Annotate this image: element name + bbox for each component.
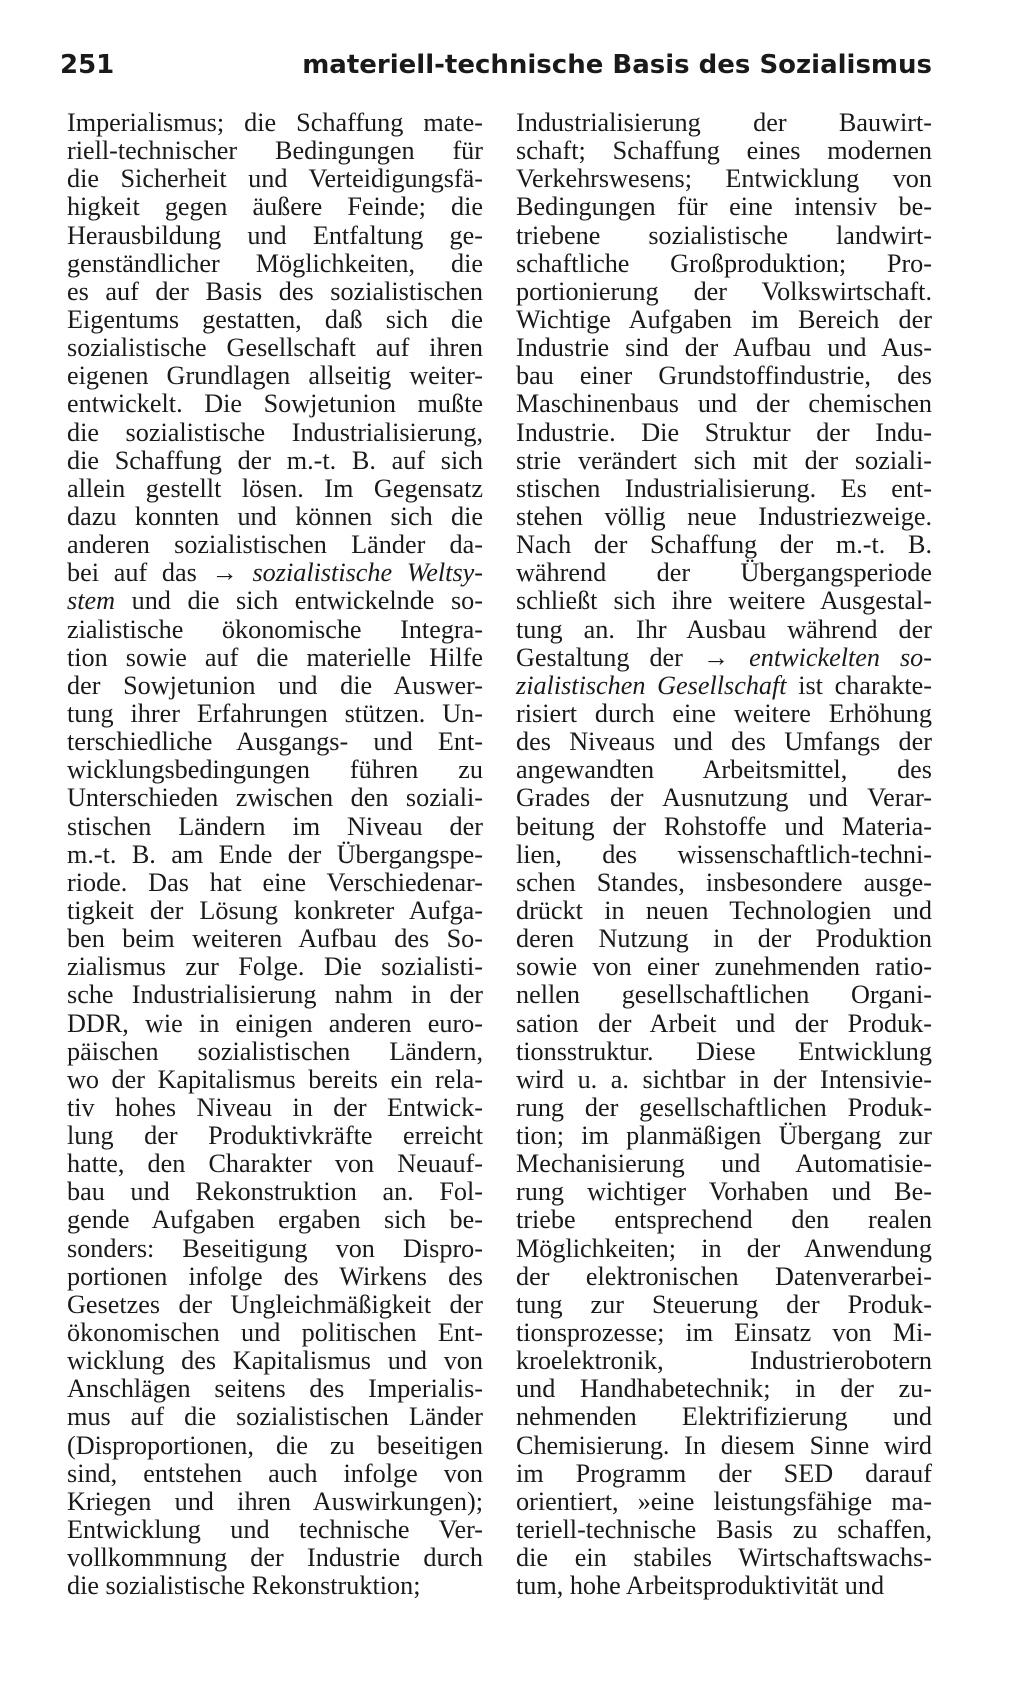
- text-line: triebe entsprechend den realen: [516, 1205, 932, 1235]
- text-line: päischen sozialistischen Ländern,: [67, 1036, 483, 1066]
- text-line: des Niveaus und des Umfangs der: [516, 727, 932, 757]
- text-line: Anschlägen seitens des Imperialis-: [67, 1374, 483, 1404]
- text-line: tigkeit der Lösung konkreter Aufga-: [67, 895, 483, 925]
- text-fragment: bei auf das →: [67, 558, 253, 588]
- text-line: im Programm der SED darauf: [516, 1458, 932, 1488]
- cross-reference: zialistischen Gesellschaft: [516, 670, 787, 700]
- text-line: bau und Rekonstruktion an. Fol-: [67, 1177, 483, 1207]
- text-line: portionen infolge des Wirkens des: [67, 1261, 483, 1291]
- text-line: Wichtige Aufgaben im Bereich der: [516, 304, 932, 334]
- cross-reference: sozialistische Weltsy-: [252, 558, 483, 588]
- text-line: hatte, den Charakter von Neuauf-: [67, 1149, 483, 1179]
- text-line: stischen Industrialisierung. Es ent-: [516, 473, 932, 503]
- text-line: [67, 587, 483, 615]
- text-line: Unterschieden zwischen den soziali-: [67, 783, 483, 813]
- text-fragment: Gestaltung der →: [516, 642, 750, 672]
- text-line: m.-t. B. am Ende der Übergangspe-: [67, 839, 483, 869]
- text-line: und Handhabetechnik; in der zu-: [516, 1374, 932, 1404]
- text-line: orientiert, »eine leistungsfähige ma-: [516, 1486, 932, 1516]
- text-line: Nach der Schaffung der m.-t. B.: [516, 530, 932, 560]
- text-line: Chemisierung. In diesem Sinne wird: [516, 1430, 932, 1460]
- text-line: Maschinenbaus und der chemischen: [516, 389, 932, 419]
- text-line: (Disproportionen, die zu beseitigen: [67, 1430, 483, 1460]
- text-line: der Sowjetunion und die Auswer-: [67, 670, 483, 700]
- text-line: triebene sozialistische landwirt-: [516, 220, 932, 250]
- text-line: deren Nutzung in der Produktion: [516, 924, 932, 954]
- text-line: entwickelt. Die Sowjetunion mußte: [67, 389, 483, 419]
- text-line: die Sicherheit und Verteidigungsfä-: [67, 164, 483, 194]
- text-line: Verkehrswesens; Entwicklung von: [516, 164, 932, 194]
- text-line: die sozialistische Rekonstruktion;: [67, 1571, 421, 1601]
- text-line: Grades der Ausnutzung und Verar-: [516, 783, 932, 813]
- text-line: Industrialisierung der Bauwirt-: [516, 108, 932, 137]
- text-line: angewandten Arbeitsmittel, des: [516, 755, 932, 785]
- text-line: DDR, wie in einigen anderen euro-: [67, 1008, 483, 1038]
- text-line: stehen völlig neue Industriezweige.: [516, 501, 932, 531]
- text-line: tung zur Steuerung der Produk-: [516, 1289, 932, 1319]
- text-line: risiert durch eine weitere Erhöhung: [516, 698, 932, 728]
- text-line: schen Standes, insbesondere ausge-: [516, 867, 932, 897]
- text-line: Bedingungen für eine intensiv be-: [516, 192, 932, 222]
- text-line: riode. Das hat eine Verschiedenar-: [67, 867, 483, 897]
- text-line: strie verändert sich mit der soziali-: [516, 445, 932, 475]
- text-line: während der Übergangsperiode: [516, 558, 932, 588]
- text-line: tionsstruktur. Diese Entwicklung: [516, 1036, 932, 1066]
- text-line: [516, 672, 932, 700]
- text-line: ökonomischen und politischen Ent-: [67, 1318, 483, 1348]
- text-line: es auf der Basis des sozialistischen: [67, 276, 483, 306]
- text-line: genständlicher Möglichkeiten, die: [67, 248, 483, 278]
- text-line: tiv hohes Niveau in der Entwick-: [67, 1092, 483, 1122]
- text-line: Mechanisierung und Automatisie-: [516, 1149, 932, 1179]
- text-line: rung der gesellschaftlichen Produk-: [516, 1092, 932, 1122]
- text-line: terschiedliche Ausgangs- und Ent-: [67, 727, 483, 757]
- text-line: wicklung des Kapitalismus und von: [67, 1346, 483, 1376]
- text-line: eigenen Grundlagen allseitig weiter-: [67, 361, 483, 391]
- text-line: [67, 559, 483, 587]
- text-line: Eigentums gestatten, daß sich die: [67, 304, 483, 334]
- text-line: drückt in neuen Technologien und: [516, 895, 932, 925]
- text-line: tung an. Ihr Ausbau während der: [516, 614, 932, 644]
- text-line: sozialistische Gesellschaft auf ihren: [67, 333, 483, 363]
- text-line: die Schaffung der m.-t. B. auf sich: [67, 445, 483, 475]
- text-line: schaftliche Großproduktion; Pro-: [516, 248, 932, 278]
- cross-reference: entwickelten so-: [749, 642, 932, 672]
- text-line: allein gestellt lösen. Im Gegensatz: [67, 473, 483, 503]
- text-line: ben beim weiteren Aufbau des So-: [67, 924, 483, 954]
- text-line: schaft; Schaffung eines modernen: [516, 136, 932, 166]
- text-line: anderen sozialistischen Länder da-: [67, 530, 483, 560]
- text-line: die ein stabiles Wirtschaftswachs-: [516, 1543, 932, 1573]
- text-line: sowie von einer zunehmenden ratio-: [516, 952, 932, 982]
- text-fragment: und die sich entwickelnde so-: [115, 586, 483, 616]
- cross-reference: stem: [67, 586, 116, 616]
- text-line: Imperialismus; die Schaffung mate-: [67, 108, 483, 137]
- text-line: Industrie sind der Aufbau und Aus-: [516, 333, 932, 363]
- text-column-left: [67, 109, 483, 1600]
- text-line: wo der Kapitalismus bereits ein rela-: [67, 1064, 483, 1094]
- text-line: [516, 644, 932, 672]
- text-line: mus auf die sozialistischen Länder: [67, 1402, 483, 1432]
- running-head: materiell-technische Basis des Sozialismus: [302, 50, 932, 80]
- text-line: Industrie. Die Struktur der Indu-: [516, 417, 932, 447]
- text-line: wird u. a. sichtbar in der Intensivie-: [516, 1064, 932, 1094]
- text-line: sation der Arbeit und der Produk-: [516, 1008, 932, 1038]
- text-line: gende Aufgaben ergaben sich be-: [67, 1205, 483, 1235]
- text-line: Gesetzes der Ungleichmäßigkeit der: [67, 1289, 483, 1319]
- text-line: rung wichtiger Vorhaben und Be-: [516, 1177, 932, 1207]
- text-line: schließt sich ihre weitere Ausgestal-: [516, 586, 932, 616]
- text-line: tion sowie auf die materielle Hilfe: [67, 642, 483, 672]
- text-line: nehmenden Elektrifizierung und: [516, 1402, 932, 1432]
- text-line: die sozialistische Industrialisierung,: [67, 417, 483, 447]
- text-line: portionierung der Volkswirtschaft.: [516, 276, 932, 306]
- text-line: tionsprozesse; im Einsatz von Mi-: [516, 1318, 932, 1348]
- text-line: Möglichkeiten; in der Anwendung: [516, 1233, 932, 1263]
- text-line: nellen gesellschaftlichen Organi-: [516, 980, 932, 1010]
- text-column-right: [516, 109, 932, 1600]
- text-line: riell-technischer Bedingungen für: [67, 136, 483, 166]
- text-line: Herausbildung und Entfaltung ge-: [67, 220, 483, 250]
- text-line: stischen Ländern im Niveau der: [67, 811, 483, 841]
- text-line: higkeit gegen äußere Feinde; die: [67, 192, 483, 222]
- text-line: teriell-technische Basis zu schaffen,: [516, 1515, 932, 1545]
- text-line: tum, hohe Arbeitsproduktivität und: [516, 1571, 885, 1601]
- text-line: Kriegen und ihren Auswirkungen);: [67, 1486, 483, 1516]
- text-line: tion; im planmäßigen Übergang zur: [516, 1121, 932, 1151]
- text-line: beitung der Rohstoffe und Materia-: [516, 811, 932, 841]
- text-line: lien, des wissenschaftlich-techni-: [516, 839, 932, 869]
- text-line: zialistische ökonomische Integra-: [67, 614, 483, 644]
- text-line: dazu konnten und können sich die: [67, 501, 483, 531]
- text-line: zialismus zur Folge. Die sozialisti-: [67, 952, 483, 982]
- text-line: lung der Produktivkräfte erreicht: [67, 1121, 483, 1151]
- text-line: sind, entstehen auch infolge von: [67, 1458, 483, 1488]
- text-line: wicklungsbedingungen führen zu: [67, 755, 483, 785]
- text-line: bau einer Grundstoffindustrie, des: [516, 361, 932, 391]
- page-header: [60, 50, 932, 90]
- text-line: sche Industrialisierung nahm in der: [67, 980, 483, 1010]
- page-number: 251: [60, 50, 115, 80]
- text-line: vollkommnung der Industrie durch: [67, 1543, 483, 1573]
- text-line: tung ihrer Erfahrungen stützen. Un-: [67, 698, 483, 728]
- text-line: Entwicklung und technische Ver-: [67, 1515, 483, 1545]
- text-line: sonders: Beseitigung von Dispro-: [67, 1233, 483, 1263]
- text-fragment: ist charakte-: [786, 670, 932, 700]
- text-line: kroelektronik, Industrierobotern: [516, 1346, 932, 1376]
- text-line: der elektronischen Datenverarbei-: [516, 1261, 932, 1291]
